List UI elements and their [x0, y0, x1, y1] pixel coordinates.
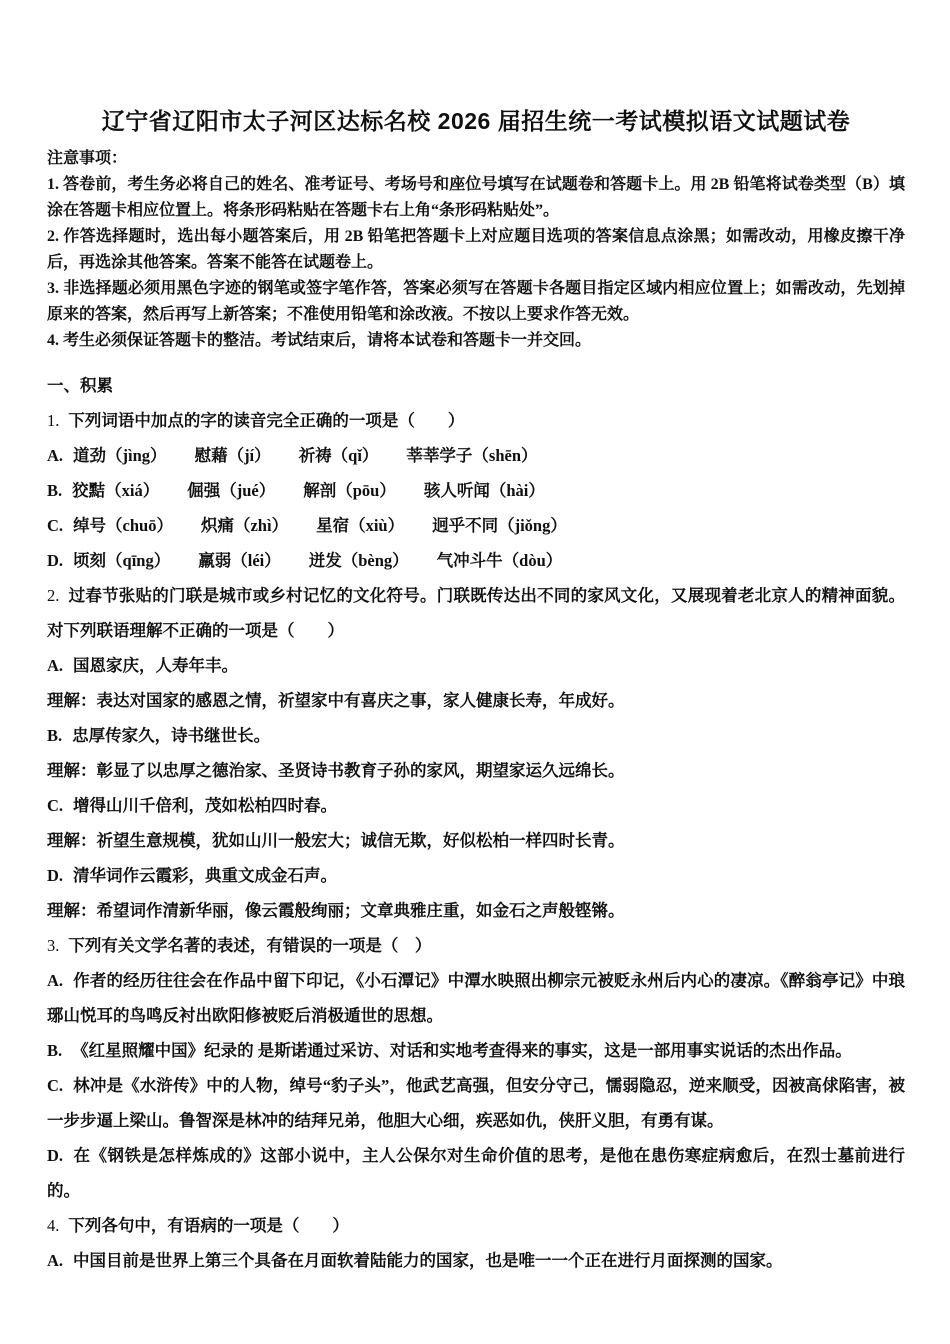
option-text: 忠厚传家久，诗书继世长。: [72, 726, 271, 745]
option-label: D.: [47, 1146, 64, 1165]
option-term: 倔强（jué）: [187, 481, 276, 500]
option-term: 迸发（bèng）: [308, 551, 409, 570]
option-term: 星宿（xiù）: [316, 516, 405, 535]
question-4-text: 下列各句中，有语病的一项是（ ）: [68, 1216, 349, 1235]
option-label: B.: [47, 481, 63, 500]
section-heading: 一、积累: [47, 376, 113, 395]
question-4-number: 4.: [47, 1216, 60, 1235]
option-term: 狡黠（xiá）: [72, 481, 160, 500]
notice-heading: 注意事项：: [47, 150, 128, 167]
notice-item-1: 1. 答卷前，考生务必将自己的姓名、准考证号、考场号和座位号填写在试题卷和答题卡上。用 2B 铅笔将试卷类型（B）填涂在答题卡相应位置上。将条形码粘贴在答题卡右上角“条形码粘贴处”。: [47, 176, 905, 219]
option-term: 莘莘学子（shēn）: [406, 446, 538, 465]
option-term: 羸弱（léi）: [198, 551, 281, 570]
q2-option-d: [47, 858, 905, 893]
option-label: B.: [47, 726, 63, 745]
option-label: D.: [47, 551, 64, 570]
notice-item-3: 3. 非选择题必须用黑色字迹的钢笔或签字笔作答，答案必须写在答题卡各题目指定区域内相应位置上；如需改动，先划掉原来的答案，然后再写上新答案；不准使用铅笔和涂改液。不按以上要求作答无效。: [47, 280, 905, 323]
option-term: 炽痛（zhì）: [200, 516, 289, 535]
option-term: 气冲斗牛（dòu）: [436, 551, 563, 570]
notice-section: [47, 146, 905, 354]
option-term: 迥乎不同（jiǒng）: [432, 516, 567, 535]
option-label: A.: [47, 971, 64, 990]
questions-section: [47, 368, 905, 1278]
option-text: 中国目前是世界上第三个具备在月面软着陆能力的国家，也是唯一一个正在进行月面探测的国家。: [73, 1251, 783, 1270]
question-4-stem: [47, 1208, 905, 1243]
notice-item-2: 2. 作答选择题时，选出每小题答案后，用 2B 铅笔把答题卡上对应题目选项的答案信息点涂黑；如需改动，用橡皮擦干净后，再选涂其他答案。答案不能答在试题卷上。: [47, 228, 905, 271]
question-2-stem: [47, 578, 905, 648]
option-label: C.: [47, 1076, 64, 1095]
option-term: 顷刻（qīng）: [73, 551, 171, 570]
q1-option-b: [47, 473, 905, 508]
option-label: A.: [47, 1251, 64, 1270]
exam-title: 辽宁省辽阳市太子河区达标名校 2026 届招生统一考试模拟语文试题试卷: [101, 108, 851, 134]
notice-item-4: 4. 考生必须保证答题卡的整洁。考试结束后，请将本试卷和答题卡一并交回。: [47, 332, 592, 349]
q3-option-d: [47, 1138, 905, 1208]
question-2-number: 2.: [47, 586, 60, 605]
q1-option-d: [47, 543, 905, 578]
option-term: 道劲（jìng）: [73, 446, 167, 465]
option-text: 林冲是《水浒传》中的人物，绰号“豹子头”，他武艺高强，但安分守己，懦弱隐忍，逆来顺受，因被高俅陷害，被一步步逼上梁山。鲁智深是林冲的结拜兄弟，他胆大心细，疾恶如仇，侠肝义胆，有勇有谋。: [47, 1076, 905, 1130]
question-2-text: 过春节张贴的门联是城市或乡村记忆的文化符号。门联既传达出不同的家风文化，又展现着老北京人的精神面貌。对下列联语理解不正确的一项是（ ）: [47, 586, 905, 640]
q3-option-c: [47, 1068, 905, 1138]
option-text: 清华词作云霞彩，典重文成金石声。: [73, 866, 338, 885]
q2-option-b-explain: 理解：彰显了以忠厚之德治家、圣贤诗书教育子孙的家风，期望家运久远绵长。: [47, 761, 625, 780]
question-1-number: 1.: [47, 411, 60, 430]
question-3-stem: [47, 928, 905, 963]
q1-option-c: [47, 508, 905, 543]
option-label: B.: [47, 1041, 63, 1060]
option-label: C.: [47, 796, 64, 815]
option-text: 增得山川千倍利，茂如松柏四时春。: [73, 796, 338, 815]
option-text: 《红星照耀中国》纪录的 是斯诺通过采访、对话和实地考查得来的事实，这是一部用事实说话的杰出作品。: [72, 1041, 852, 1060]
q3-option-a: [47, 963, 905, 1033]
q2-option-a: [47, 648, 905, 683]
option-label: A.: [47, 446, 64, 465]
option-label: C.: [47, 516, 64, 535]
option-term: 绰号（chuō）: [73, 516, 173, 535]
option-term: 骇人听闻（hài）: [423, 481, 545, 500]
q1-option-a: [47, 438, 905, 473]
question-3-text: 下列有关文学名著的表述，有错误的一项是（ ）: [68, 936, 432, 955]
question-1-text: 下列词语中加点的字的读音完全正确的一项是（ ）: [68, 411, 465, 430]
option-text: 国恩家庆，人寿年丰。: [73, 656, 239, 675]
q2-option-a-explain: 理解：表达对国家的感恩之情，祈望家中有喜庆之事，家人健康长寿，年成好。: [47, 691, 625, 710]
q3-option-b: [47, 1033, 905, 1068]
q4-option-a: [47, 1243, 905, 1278]
question-1-stem: [47, 403, 905, 438]
q2-option-c-explain: 理解：祈望生意规模，犹如山川一般宏大；诚信无欺，好似松柏一样四时长青。: [47, 831, 625, 850]
option-label: D.: [47, 866, 64, 885]
option-label: A.: [47, 656, 64, 675]
option-text: 作者的经历往往会在作品中留下印记，《小石潭记》中潭水映照出柳宗元被贬永州后内心的凄凉。《醉翁亭记》中琅琊山悦耳的鸟鸣反衬出欧阳修被贬后消极遁世的思想。: [47, 971, 905, 1025]
question-3-number: 3.: [47, 936, 60, 955]
option-term: 解剖（pōu）: [303, 481, 396, 500]
q2-option-c: [47, 788, 905, 823]
q2-option-d-explain: 理解：希望词作清新华丽，像云霞般绚丽；文章典雅庄重，如金石之声般铿锵。: [47, 901, 625, 920]
option-term: 慰藉（jí）: [194, 446, 271, 465]
q2-option-b: [47, 718, 905, 753]
option-term: 祈祷（qǐ）: [298, 446, 379, 465]
option-text: 在《钢铁是怎样炼成的》这部小说中，主人公保尔对生命价值的思考，是他在患伤寒症病愈后，在烈士墓前进行的。: [47, 1146, 905, 1200]
